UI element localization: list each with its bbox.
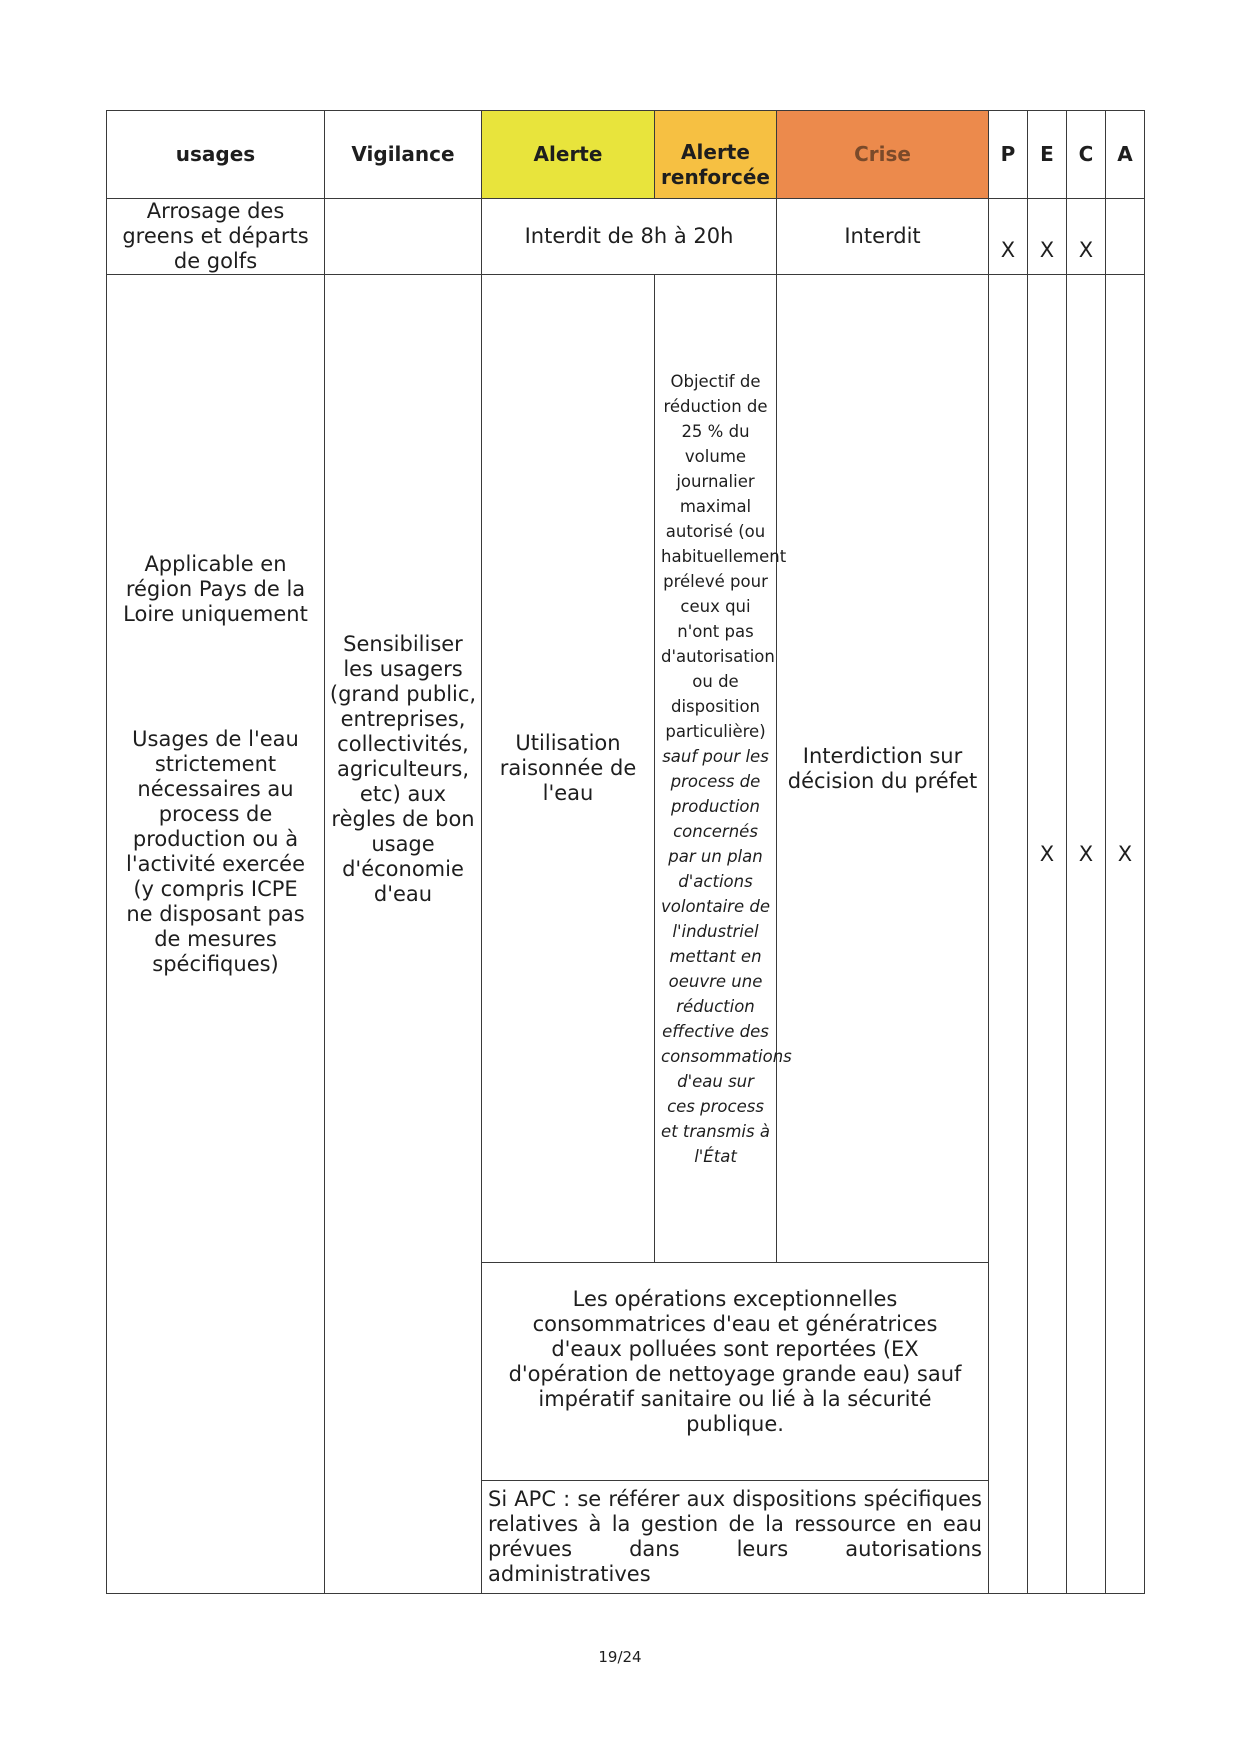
cell-p-icpe [989,275,1028,1594]
cell-e-icpe: X [1028,275,1067,1594]
header-alerte-renforcee [655,111,777,199]
header-p: P [989,111,1028,199]
cell-usage-icpe [107,275,325,1594]
header-c: C [1067,111,1106,199]
cell-vigilance-golfs [325,199,482,275]
cell-c-icpe: X [1067,275,1106,1594]
cell-alerte-golfs: Interdit de 8h à 20h [482,199,777,275]
cell-alerte-icpe: Utilisation raisonnée de l'eau [482,275,655,1263]
cell-renforcee-icpe [655,275,792,1263]
header-vigilance: Vigilance [325,111,482,199]
cell-crise-icpe: Interdiction sur décision du préfet [777,275,989,1263]
header-usages: usages [107,111,325,199]
row-icpe [107,275,1145,1263]
renforcee-icpe-exception: sauf pour les process de production concernés par un plan d'actions volontaire de l'industriel mettant en oeuvre une réduction effective des consommations d'eau sur ces process et transmis à l'État [661,746,792,1166]
row-golfs [107,199,1145,275]
cell-usage-golfs: Arrosage des greens et départs de golfs [107,199,325,275]
header-e: E [1028,111,1067,199]
header-a: A [1106,111,1145,199]
header-crise: Crise [777,111,989,199]
cell-e-golfs: X [1028,199,1067,275]
cell-vigilance-icpe [325,275,482,1594]
vigilance-icpe-text: Sensibiliser les usagers (grand public, entreprises, collectivités, agriculteurs, etc) aux règles de bon usage d'économie d'eau [329,631,477,906]
cell-a-golfs [1106,199,1145,275]
cell-c-golfs: X [1067,199,1106,275]
header-alerte: Alerte [482,111,655,199]
usage-icpe-description: Usages de l'eau strictement nécessaires au process de production ou à l'activité exercée (y compris ICPE ne disposant pas de mesures spécifiques) [126,726,305,976]
usage-icpe-region: Applicable en région Pays de la Loire uniquement [123,551,308,626]
page-number: 19/24 [598,1648,642,1666]
cell-crise-golfs: Interdit [777,199,989,275]
header-row [107,111,1145,199]
cell-p-golfs: X [989,199,1028,275]
cell-a-icpe: X [1106,275,1145,1594]
restrictions-table [106,110,1145,1594]
cell-apc: Si APC : se référer aux dispositions spécifiques relatives à la gestion de la ressource en eau prévues dans leurs autorisations administratives [482,1481,989,1594]
cell-operations-exceptionnelles: Les opérations exceptionnelles consommatrices d'eau et génératrices d'eaux polluées sont reportées (EX d'opération de nettoyage grande eau) sauf impératif sanitaire ou lié à la sécurité publique. [482,1263,989,1481]
header-alerte-renforcee-label: Alerte renforcée [661,139,770,189]
renforcee-icpe-objectif: Objectif de réduction de 25 % du volume journalier maximal autorisé (ou habituellement prélevé pour ceux qui n'ont pas d'autorisation ou de disposition particulière) [661,371,787,741]
